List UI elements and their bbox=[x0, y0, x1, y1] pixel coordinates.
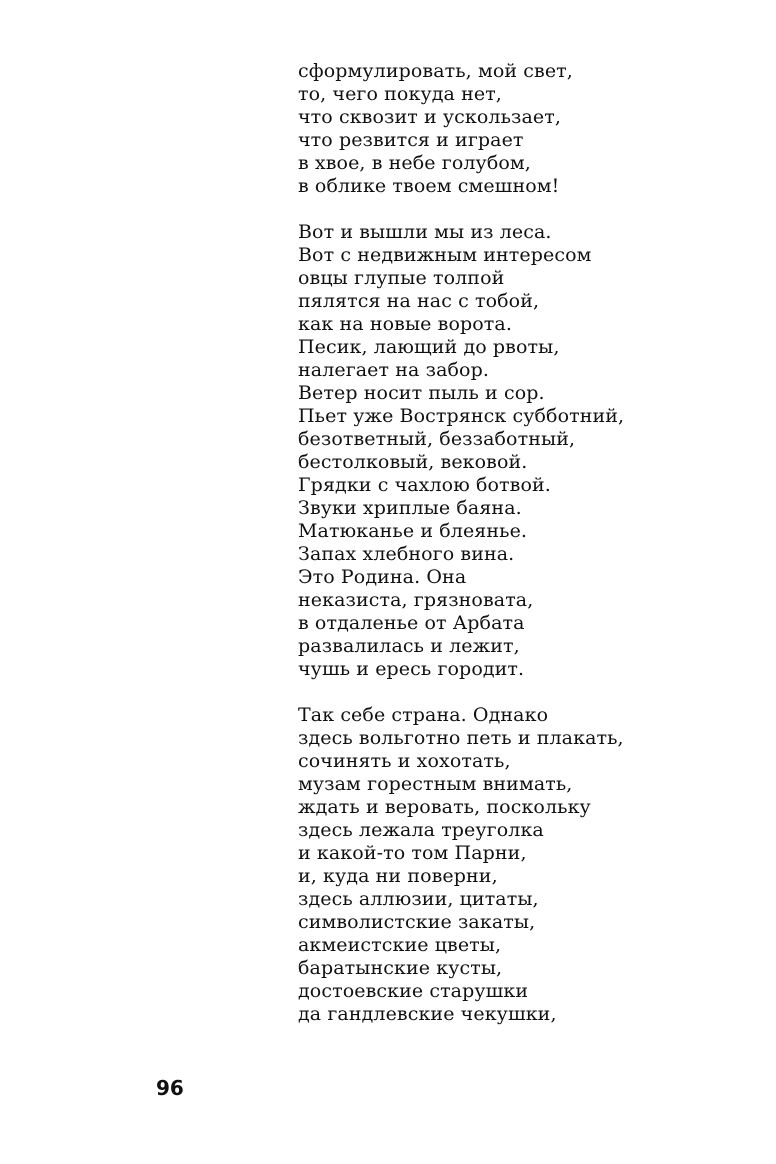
poem-text bbox=[298, 60, 758, 1049]
poem-line: и какой-то том Парни, bbox=[298, 842, 527, 864]
poem-line: сочинять и хохотать, bbox=[298, 750, 511, 772]
poem-line: Запах хлебного вина. bbox=[298, 543, 515, 565]
poem-line: Песик, лающий до рвоты, bbox=[298, 336, 560, 358]
poem-line: баратынские кусты, bbox=[298, 957, 503, 979]
poem-line: в облике твоем смешном! bbox=[298, 175, 560, 197]
poem-line: бестолковый, вековой. bbox=[298, 451, 528, 473]
poem-line: символистские закаты, bbox=[298, 911, 536, 933]
poem-line: то, чего покуда нет, bbox=[298, 83, 502, 105]
page-number: 96 bbox=[156, 1076, 184, 1100]
poem-line: здесь вольготно петь и плакать, bbox=[298, 727, 624, 749]
poem-line: Так себе страна. Однако bbox=[298, 704, 549, 726]
poem-line: достоевские старушки bbox=[298, 980, 529, 1002]
poem-line: в хвое, в небе голубом, bbox=[298, 152, 531, 174]
stanza-1 bbox=[298, 60, 758, 198]
poem-line: что резвится и играет bbox=[298, 129, 524, 151]
poem-line: здесь лежала треуголка bbox=[298, 819, 544, 841]
poem-line: Матюканье и блеянье. bbox=[298, 520, 528, 542]
poem-line: Ветер носит пыль и сор. bbox=[298, 382, 545, 404]
poem-line: сформулировать, мой свет, bbox=[298, 60, 573, 82]
stanza-3 bbox=[298, 704, 758, 1026]
poem-line: пялятся на нас с тобой, bbox=[298, 290, 540, 312]
poem-line: Вот и вышли мы из леса. bbox=[298, 221, 552, 243]
poem-line: Это Родина. Она bbox=[298, 566, 467, 588]
poem-line: ждать и веровать, поскольку bbox=[298, 796, 591, 818]
poem-line: Звуки хриплые баяна. bbox=[298, 497, 522, 519]
poem-line: Вот с недвижным интересом bbox=[298, 244, 592, 266]
poem-line: и, куда ни поверни, bbox=[298, 865, 498, 887]
poem-line: развалилась и лежит, bbox=[298, 635, 520, 657]
poem-line: овцы глупые толпой bbox=[298, 267, 505, 289]
poem-line: как на новые ворота. bbox=[298, 313, 512, 335]
poem-line: музам горестным внимать, bbox=[298, 773, 573, 795]
poem-line: что сквозит и ускользает, bbox=[298, 106, 562, 128]
poem-line: чушь и ересь городит. bbox=[298, 658, 525, 680]
poem-line: Пьет уже Вострянск субботний, bbox=[298, 405, 625, 427]
poem-line: безответный, беззаботный, bbox=[298, 428, 576, 450]
poem-line: Грядки с чахлою ботвой. bbox=[298, 474, 551, 496]
poem-line: да гандлевские чекушки, bbox=[298, 1003, 557, 1025]
stanza-2 bbox=[298, 221, 758, 681]
poem-line: налегает на забор. bbox=[298, 359, 489, 381]
poem-line: в отдаленье от Арбата bbox=[298, 612, 525, 634]
poem-line: акмеистские цветы, bbox=[298, 934, 502, 956]
poem-line: неказиста, грязновата, bbox=[298, 589, 534, 611]
poem-line: здесь аллюзии, цитаты, bbox=[298, 888, 539, 910]
